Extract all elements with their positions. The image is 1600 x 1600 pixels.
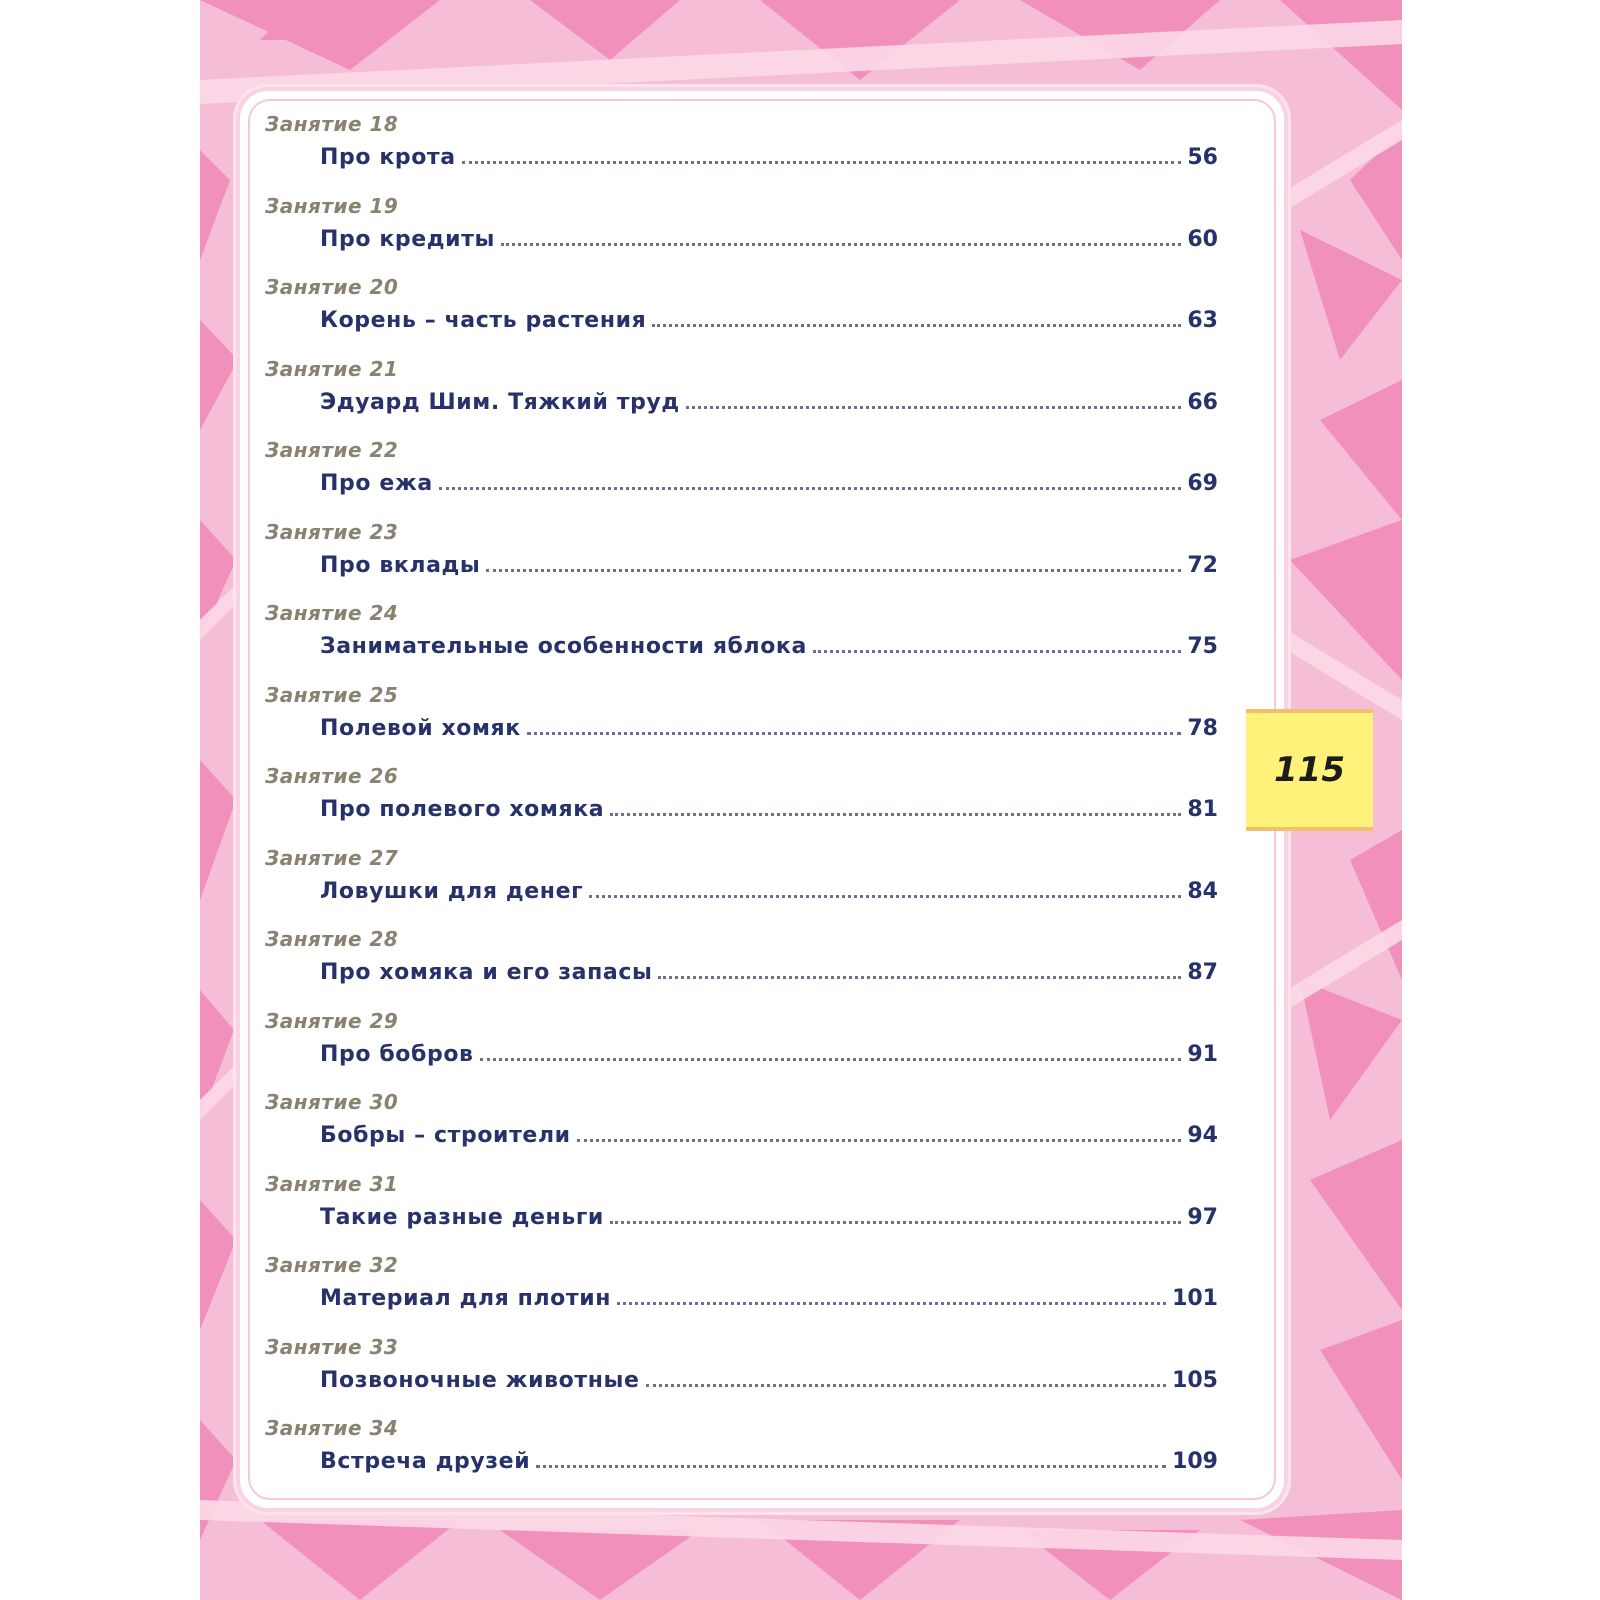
lesson-title: Про бобров [320, 1041, 474, 1067]
lesson-number: Занятие 32 [265, 1253, 399, 1277]
toc-line [320, 466, 1218, 496]
toc-entry[interactable] [265, 1251, 1265, 1333]
toc-line [320, 711, 1218, 741]
lesson-title: Полевой хомяк [320, 715, 521, 741]
toc-line [320, 1200, 1218, 1230]
lesson-number: Занятие 22 [265, 438, 399, 462]
page-reference: 56 [1187, 145, 1218, 170]
toc-line [320, 222, 1218, 252]
toc-entry[interactable] [265, 925, 1265, 1007]
toc-entry[interactable] [265, 1333, 1265, 1415]
lesson-number: Занятие 31 [265, 1171, 399, 1196]
lesson-title: Ловушки для денег [320, 878, 584, 904]
lesson-title: Занимательные особенности яблока [320, 634, 807, 659]
page-reference: 63 [1187, 308, 1218, 333]
page-reference: 84 [1187, 878, 1218, 904]
toc-entry[interactable] [265, 1170, 1265, 1252]
dot-leader [658, 976, 1181, 979]
lesson-number: Занятие 33 [265, 1334, 399, 1359]
dot-leader [577, 1139, 1182, 1142]
dot-leader [439, 487, 1182, 490]
lesson-number: Занятие 19 [265, 193, 399, 218]
toc-entry[interactable] [265, 599, 1265, 681]
lesson-title: Про полевого хомяка [320, 797, 605, 822]
dot-leader [610, 1221, 1181, 1224]
lesson-number: Занятие 28 [265, 927, 399, 951]
lesson-number: Занятие 30 [265, 1090, 399, 1114]
lesson-number: Занятие 26 [265, 764, 399, 788]
page-reference: 81 [1187, 797, 1218, 822]
page-reference: 69 [1187, 471, 1218, 496]
toc-entry[interactable] [265, 1088, 1265, 1170]
lesson-number: Занятие 25 [265, 682, 399, 707]
dot-leader [610, 813, 1181, 816]
toc-line [320, 955, 1218, 985]
lesson-title: Бобры – строители [320, 1123, 571, 1148]
lesson-number: Занятие 18 [265, 112, 399, 136]
toc-entry[interactable] [265, 844, 1265, 926]
lesson-title: Встреча друзей [320, 1449, 531, 1474]
page-reference: 105 [1172, 1367, 1218, 1393]
page-number: 115 [1274, 750, 1345, 790]
page-reference: 91 [1187, 1041, 1218, 1067]
toc-entry[interactable] [265, 762, 1265, 844]
page-number-tab [1246, 709, 1373, 831]
dot-leader [652, 324, 1181, 327]
dot-leader [589, 895, 1181, 898]
page-reference: 75 [1187, 634, 1218, 659]
toc-line [320, 1444, 1218, 1474]
lesson-number: Занятие 29 [265, 1008, 399, 1033]
dot-leader [501, 243, 1181, 246]
toc-line [320, 548, 1218, 578]
toc-entry[interactable] [265, 192, 1265, 274]
dot-leader [480, 1058, 1182, 1061]
lesson-number: Занятие 23 [265, 519, 399, 544]
toc-line [320, 140, 1218, 170]
page-reference: 101 [1172, 1286, 1218, 1311]
lesson-number: Занятие 27 [265, 845, 399, 870]
toc-line [320, 385, 1218, 415]
toc-line [320, 1363, 1218, 1393]
table-of-contents [265, 110, 1265, 1496]
dot-leader [527, 732, 1182, 735]
lesson-number: Занятие 20 [265, 275, 399, 299]
lesson-number: Занятие 21 [265, 356, 399, 381]
toc-line [320, 1118, 1218, 1148]
lesson-title: Позвоночные животные [320, 1367, 640, 1393]
toc-entry[interactable] [265, 273, 1265, 355]
dot-leader [617, 1302, 1166, 1305]
lesson-title: Эдуард Шим. Тяжкий труд [320, 389, 680, 415]
toc-entry[interactable] [265, 355, 1265, 437]
toc-entry[interactable] [265, 681, 1265, 763]
page-reference: 94 [1187, 1123, 1218, 1148]
dot-leader [813, 650, 1181, 653]
page-reference: 97 [1187, 1204, 1218, 1230]
toc-entry[interactable] [265, 110, 1265, 192]
lesson-title: Про вклады [320, 552, 481, 578]
page-reference: 60 [1187, 226, 1218, 252]
dot-leader [686, 406, 1182, 409]
lesson-title: Корень – часть растения [320, 308, 647, 333]
dot-leader [486, 569, 1181, 572]
page-reference: 109 [1172, 1449, 1218, 1474]
toc-line [320, 1037, 1218, 1067]
lesson-number: Занятие 24 [265, 601, 399, 625]
lesson-title: Про крота [320, 145, 456, 170]
lesson-number: Занятие 34 [265, 1416, 399, 1440]
page-reference: 78 [1187, 715, 1218, 741]
toc-entry[interactable] [265, 1414, 1265, 1496]
lesson-title: Про кредиты [320, 226, 495, 252]
toc-line [320, 792, 1218, 822]
toc-entry[interactable] [265, 1007, 1265, 1089]
toc-line [320, 303, 1218, 333]
toc-line [320, 629, 1218, 659]
lesson-title: Материал для плотин [320, 1286, 612, 1311]
page-reference: 87 [1187, 960, 1218, 985]
dot-leader [462, 161, 1182, 164]
toc-line [320, 1281, 1218, 1311]
page-reference: 66 [1187, 389, 1218, 415]
dot-leader [536, 1465, 1166, 1468]
toc-entry[interactable] [265, 436, 1265, 518]
dot-leader [646, 1384, 1167, 1387]
toc-line [320, 874, 1218, 904]
toc-entry[interactable] [265, 518, 1265, 600]
lesson-title: Такие разные деньги [320, 1204, 604, 1230]
lesson-title: Про хомяка и его запасы [320, 960, 653, 985]
page-reference: 72 [1187, 552, 1218, 578]
lesson-title: Про ежа [320, 471, 433, 496]
